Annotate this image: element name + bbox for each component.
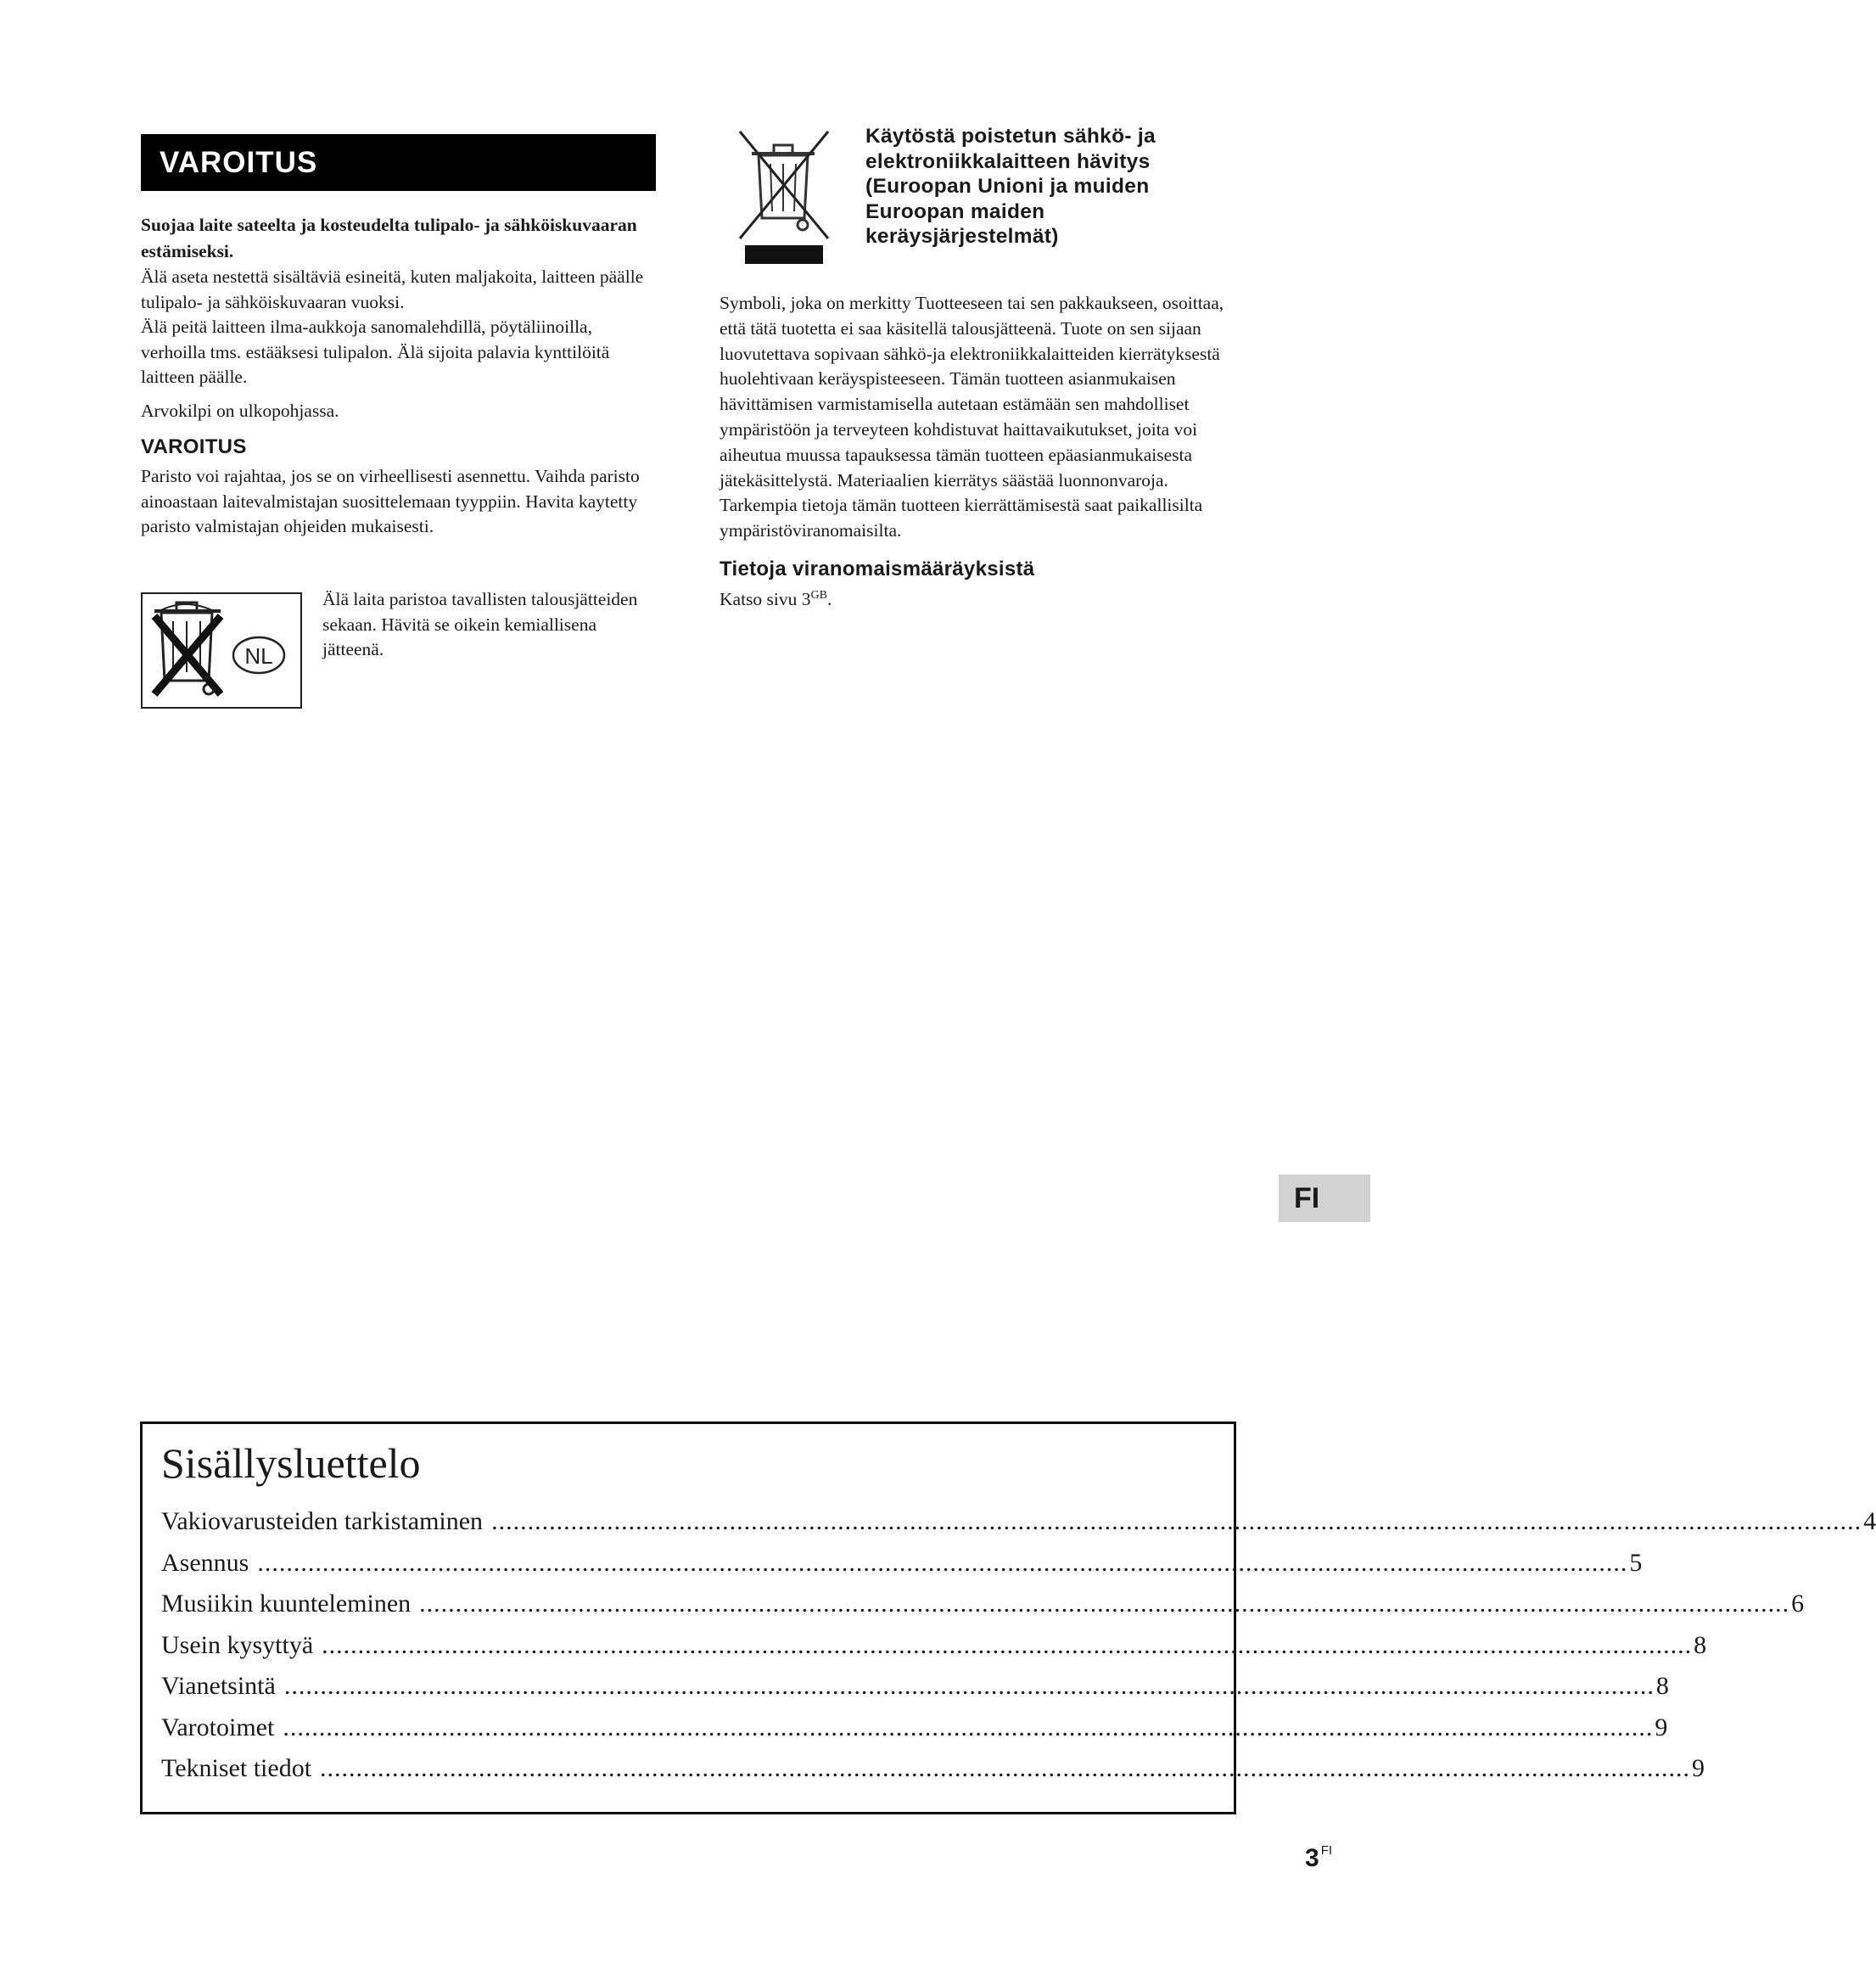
warning-banner [141, 134, 656, 191]
weee-heading: Käytöstä poistetun sähkö- ja elektroniikkalaitteen hävitys (Euroopan Unioni ja muiden Euroopan maiden keräysjärjestelmät) [865, 125, 1156, 248]
warning-banner-title: VAROITUS [160, 145, 318, 179]
toc-entry-page: 4 [1863, 1507, 1876, 1535]
toc-leader: .............................................................................................................................................................................................. [320, 1754, 1691, 1782]
toc-entry-label: Musiikin kuunteleminen [161, 1590, 412, 1618]
toc-entry-label: Usein kysyttyä [161, 1630, 314, 1659]
toc-entry-label: Asennus [161, 1548, 249, 1577]
toc-entry[interactable] [161, 1672, 1669, 1713]
regulatory-sup: GB [810, 588, 827, 602]
weee-text: Symboli, joka on merkitty Tuotteeseen tai sen pakkaukseen, osoittaa, että tätä tuotetta ei saa käsitellä talousjätteenä. Tuote on sen sijaan luovutettava sopivaan sähkö-ja elektroniikkalaitteiden kierrätyksestä huolehtivaan keräyspisteeseen. Tämän tuotteen asianmukaisen hävittämisen varmistamisella autetaan estämään sen mahdolliset ympäristöön ja terveyteen kohdistuvat haittavaikutukset, joita voi aiheutua muussa tapauksessa tämän tuotteen epäasianmukaisesta jätekäsittelystä. Materiaalien kierrätys säästää luonnonvaroja. Tarkempia tietoja tämän tuotteen kierrättämisestä saat paikallisilta ympäristöviranomaisilta. [720, 293, 1224, 541]
regulatory-heading: Tietoja viranomaismääräyksistä [720, 557, 1035, 580]
toc-list [161, 1507, 1876, 1796]
weee-bin-icon [733, 130, 835, 266]
left-column [141, 212, 658, 540]
battery-disposal-text-block [322, 587, 645, 663]
toc-entry-page: 8 [1694, 1630, 1707, 1659]
battery-disposal-icon [141, 592, 302, 709]
toc-entry[interactable] [161, 1713, 1668, 1755]
language-tab [1279, 1175, 1370, 1222]
toc-entry-page: 9 [1655, 1713, 1668, 1741]
toc-entry-label: Vakiovarusteiden tarkistaminen [161, 1507, 484, 1535]
toc-leader: .............................................................................................................................................................................................. [283, 1713, 1654, 1741]
regulatory-text: Katso sivu 3 [720, 589, 811, 610]
toc-leader: .............................................................................................................................................................................................. [322, 1630, 1693, 1659]
language-tab-label: FI [1294, 1181, 1320, 1214]
weee-text-block [720, 291, 1246, 613]
rating-plate-text: Arvokilpi on ulkopohjassa. [141, 400, 339, 421]
toc-entry[interactable] [161, 1590, 1805, 1631]
table-of-contents [140, 1421, 1876, 1814]
warning2-text: Paristo voi rajahtaa, jos se on virheellisesti asennettu. Vaihda paristo ainoastaan laitevalmistajan suosittelemaan tyyppiin. Havita kaytetty paristo valmistajan ohjeiden mukaisesti. [141, 466, 640, 536]
toc-leader: .............................................................................................................................................................................................. [257, 1548, 1628, 1577]
toc-entry-page: 9 [1692, 1754, 1705, 1782]
regulatory-end: . [826, 589, 832, 610]
toc-title: Sisällysluettelo [161, 1439, 421, 1487]
page-number [1305, 1843, 1332, 1873]
toc-leader: .............................................................................................................................................................................................. [419, 1590, 1790, 1618]
toc-entry-page: 5 [1629, 1548, 1643, 1577]
toc-entry-label: Vianetsintä [161, 1672, 276, 1700]
toc-entry-page: 6 [1791, 1590, 1805, 1618]
intro-text: Älä aseta nestettä sisältäviä esineitä, kuten maljakoita, laitteen päälle tulipalo- ja sähköiskuvaaran vuoksi. Älä peitä laitteen ilma-aukkoja sanomalehdillä, pöytäliinoilla, verhoilla tms. estääksesi tulipalon. Älä sijoita palavia kynttilöitä laitteen päälle. [141, 266, 644, 387]
battery-icon-label: NL [244, 643, 273, 669]
toc-entry[interactable] [161, 1548, 1643, 1590]
toc-leader: .............................................................................................................................................................................................. [491, 1507, 1862, 1535]
toc-entry-label: Varotoimet [161, 1713, 275, 1741]
toc-entry[interactable] [161, 1754, 1705, 1796]
toc-entry-label: Tekniset tiedot [161, 1754, 312, 1782]
toc-leader: .............................................................................................................................................................................................. [283, 1672, 1655, 1700]
intro-bold-text: Suojaa laite sateelta ja kosteudelta tulipalo- ja sähköiskuvaaran estämiseksi. [141, 215, 637, 261]
page-number-value: 3 [1305, 1844, 1319, 1872]
toc-entry[interactable] [161, 1507, 1876, 1549]
page-number-suffix: FI [1320, 1843, 1333, 1858]
battery-disposal-text: Älä laita paristoa tavallisten talousjätteiden sekaan. Hävitä se oikein kemiallisena jätteenä. [322, 589, 638, 659]
toc-entry-page: 8 [1655, 1672, 1669, 1700]
warning2-heading: VAROITUS [141, 435, 247, 458]
toc-entry[interactable] [161, 1630, 1707, 1673]
regulatory-text-line [720, 583, 1246, 613]
